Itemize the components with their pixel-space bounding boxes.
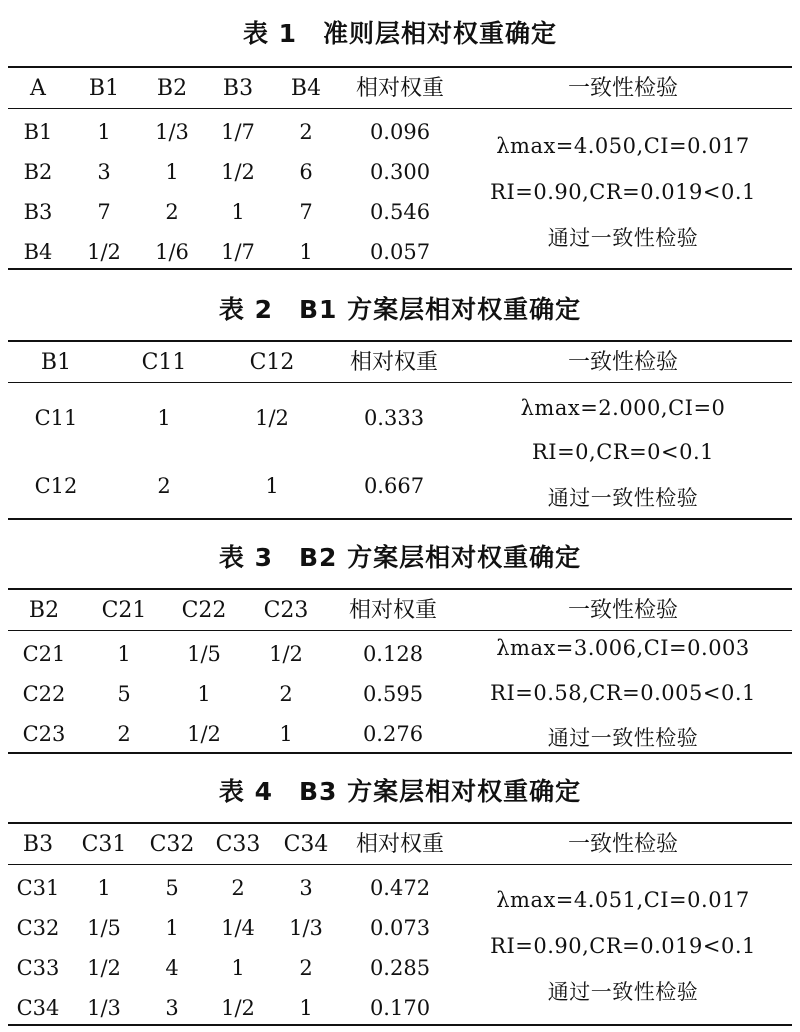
header-cell: 一致性检验 [567, 76, 679, 101]
table-cell: 1 [165, 160, 179, 184]
table-cell: 2 [117, 722, 131, 746]
table-cell: 1/2 [187, 722, 221, 746]
table-cell: 1/2 [255, 406, 289, 430]
table-cell: 0.667 [363, 474, 425, 498]
header-cell: 一致性检验 [567, 350, 679, 375]
header-cell: B1 [40, 350, 72, 375]
table-cell: C11 [34, 406, 78, 430]
table-1-header-rule [8, 108, 792, 109]
header-cell: C21 [101, 598, 147, 623]
table-cell: 1/5 [87, 916, 121, 940]
header-cell: C33 [215, 832, 261, 857]
table-cell: C23 [22, 722, 66, 746]
table-cell: 0.276 [362, 722, 424, 746]
table-1-caption [0, 14, 800, 50]
table-cell: 1 [265, 474, 279, 498]
consistency-line: RI=0.58,CR=0.005<0.1 [490, 681, 756, 705]
table-cell: 2 [157, 474, 171, 498]
table-cell: 1 [97, 876, 111, 900]
table-cell: 2 [299, 956, 313, 980]
table-3-bottom-rule [8, 752, 792, 754]
table-2-caption-title: B1 方案层相对权重确定 [298, 295, 582, 324]
table-cell: B4 [23, 240, 53, 264]
table-cell: 3 [299, 876, 313, 900]
header-cell: 一致性检验 [567, 832, 679, 857]
table-cell: 1 [197, 682, 211, 706]
table-cell: B3 [23, 200, 53, 224]
header-cell: C12 [249, 350, 295, 375]
table-2-top-rule [8, 340, 792, 342]
table-cell: 1/7 [221, 240, 255, 264]
consistency-line: 通过一致性检验 [547, 726, 699, 750]
table-cell: 0.333 [363, 406, 425, 430]
header-cell: 一致性检验 [567, 598, 679, 623]
table-1-bottom-rule [8, 268, 792, 270]
table-3-caption [0, 538, 800, 574]
table-cell: 1/2 [87, 956, 121, 980]
header-cell: B3 [22, 832, 54, 857]
table-cell: 1/7 [221, 120, 255, 144]
consistency-line: λmax=4.050,CI=0.017 [496, 134, 750, 158]
table-cell: 1 [231, 956, 245, 980]
table-3-caption-number: 表 3 [218, 543, 273, 572]
table-cell: 1/2 [221, 996, 255, 1020]
table-2-caption [0, 290, 800, 326]
table-cell: C12 [34, 474, 78, 498]
table-2-caption-number: 表 2 [218, 295, 273, 324]
table-cell: 1 [299, 996, 313, 1020]
header-cell: C23 [263, 598, 309, 623]
table-1-caption-number: 表 1 [242, 19, 298, 48]
table-cell: 0.546 [369, 200, 431, 224]
table-cell: 0.285 [369, 956, 431, 980]
table-4-caption-title: B3 方案层相对权重确定 [298, 777, 582, 806]
table-cell: 0.170 [369, 996, 431, 1020]
table-1-top-rule [8, 66, 792, 68]
consistency-line: λmax=2.000,CI=0 [520, 396, 726, 420]
consistency-line: RI=0.90,CR=0.019<0.1 [490, 934, 756, 958]
table-2-header-rule [8, 382, 792, 383]
table-cell: B2 [23, 160, 53, 184]
consistency-line: 通过一致性检验 [547, 226, 699, 250]
table-cell: 0.300 [369, 160, 431, 184]
header-cell: 相对权重 [355, 832, 445, 857]
table-cell: 1/6 [155, 240, 189, 264]
table-cell: 1 [97, 120, 111, 144]
table-3-top-rule [8, 588, 792, 590]
table-2-bottom-rule [8, 518, 792, 520]
table-cell: 0.073 [369, 916, 431, 940]
table-cell: B1 [23, 120, 53, 144]
table-cell: 1/4 [221, 916, 255, 940]
table-cell: 7 [299, 200, 313, 224]
table-cell: 1 [117, 642, 131, 666]
table-3-caption-title: B2 方案层相对权重确定 [298, 543, 582, 572]
table-cell: 6 [299, 160, 313, 184]
consistency-line: 通过一致性检验 [547, 980, 699, 1004]
table-cell: C22 [22, 682, 66, 706]
table-cell: 5 [165, 876, 179, 900]
consistency-line: λmax=4.051,CI=0.017 [496, 888, 750, 912]
table-cell: 0.472 [369, 876, 431, 900]
table-cell: 0.096 [369, 120, 431, 144]
header-cell: B4 [290, 76, 322, 101]
table-1-caption-title: 准则层相对权重确定 [323, 19, 558, 48]
consistency-line: RI=0.90,CR=0.019<0.1 [490, 180, 756, 204]
header-cell: A [30, 76, 46, 101]
table-4-bottom-rule [8, 1024, 792, 1026]
table-cell: 1/2 [269, 642, 303, 666]
header-cell: B2 [156, 76, 188, 101]
table-3-header-rule [8, 630, 792, 631]
table-cell: 1 [279, 722, 293, 746]
header-cell: B1 [88, 76, 120, 101]
table-cell: 1 [299, 240, 313, 264]
header-cell: 相对权重 [349, 350, 439, 375]
table-cell: 3 [165, 996, 179, 1020]
table-4-caption-number: 表 4 [218, 777, 273, 806]
table-cell: 1 [231, 200, 245, 224]
table-cell: 1/2 [221, 160, 255, 184]
table-cell: 5 [117, 682, 131, 706]
header-cell: C34 [283, 832, 329, 857]
table-cell: 2 [231, 876, 245, 900]
header-cell: C31 [81, 832, 127, 857]
table-cell: C32 [16, 916, 60, 940]
table-4-caption [0, 772, 800, 808]
table-cell: 1/3 [155, 120, 189, 144]
table-cell: 3 [97, 160, 111, 184]
consistency-line: RI=0,CR=0<0.1 [531, 440, 715, 464]
header-cell: C11 [141, 350, 187, 375]
table-cell: 2 [279, 682, 293, 706]
table-cell: 0.595 [362, 682, 424, 706]
table-cell: 1 [165, 916, 179, 940]
table-cell: 1/3 [289, 916, 323, 940]
table-cell: 1/3 [87, 996, 121, 1020]
table-cell: C31 [16, 876, 60, 900]
header-cell: B2 [28, 598, 60, 623]
consistency-line: λmax=3.006,CI=0.003 [496, 636, 750, 660]
table-cell: 7 [97, 200, 111, 224]
table-4-top-rule [8, 822, 792, 824]
table-cell: 1/5 [187, 642, 221, 666]
table-cell: 2 [165, 200, 179, 224]
table-cell: 4 [165, 956, 179, 980]
consistency-line: 通过一致性检验 [547, 486, 699, 510]
header-cell: C22 [181, 598, 227, 623]
table-cell: 2 [299, 120, 313, 144]
table-cell: C33 [16, 956, 60, 980]
table-4-header-rule [8, 864, 792, 865]
table-cell: 0.128 [362, 642, 424, 666]
table-cell: C34 [16, 996, 60, 1020]
header-cell: 相对权重 [355, 76, 445, 101]
header-cell: 相对权重 [348, 598, 438, 623]
table-cell: 1/2 [87, 240, 121, 264]
header-cell: B3 [222, 76, 254, 101]
table-cell: 0.057 [369, 240, 431, 264]
table-cell: C21 [22, 642, 66, 666]
header-cell: C32 [149, 832, 195, 857]
table-cell: 1 [157, 406, 171, 430]
